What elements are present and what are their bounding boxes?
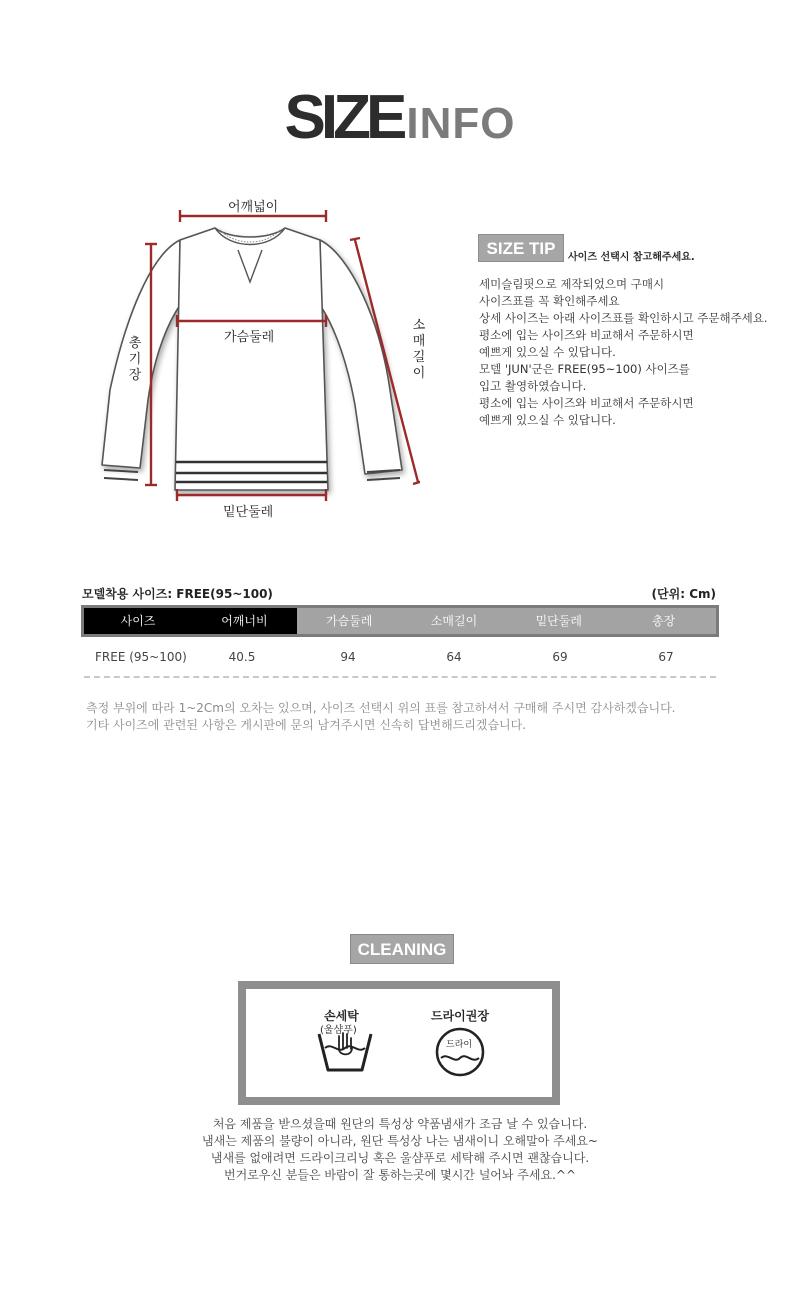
table-row <box>81 650 719 664</box>
tip-line: 사이즈표를 꼭 확인해주세요 <box>479 294 620 308</box>
cell-chest: 94 <box>340 650 356 664</box>
header-cell-sleeve: 소매길이 <box>430 614 478 628</box>
hand-wash-icon <box>316 1030 374 1076</box>
tip-line: 상세 사이즈는 아래 사이즈표를 확인하시고 주문해주세요. <box>479 311 768 325</box>
cell-length: 67 <box>658 650 674 664</box>
header-cell-shoulder: 어깨너비 <box>192 608 297 634</box>
size-table-header <box>81 605 719 637</box>
cleaning-box <box>238 981 560 1105</box>
header-cell-size: 사이즈 <box>84 608 192 634</box>
cleaning-note-line: 처음 제품을 받으셨을때 원단의 특성상 약품냄새가 조금 날 수 있습니다. <box>212 1117 588 1131</box>
right-sleeve <box>320 240 402 474</box>
tip-line: 입고 촬영하였습니다. <box>479 379 587 393</box>
dry-clean-label: 드라이권장 <box>431 1009 489 1023</box>
cell-shoulder: 40.5 <box>228 650 256 664</box>
label-shoulder: 어깨넓이 <box>228 200 279 215</box>
cell-sleeve: 64 <box>446 650 462 664</box>
size-tip-badge: SIZE TIP <box>478 234 564 262</box>
title-info: INFO <box>406 99 516 148</box>
title-size: SIZE <box>284 83 403 152</box>
header-cell-hem: 밑단둘레 <box>535 614 582 628</box>
tip-line: 평소에 입는 사이즈와 비교해서 주문하시면 <box>479 328 694 342</box>
hand-wash-sub: (울샴푸) <box>320 1025 357 1036</box>
header-cell-chest: 가슴둘레 <box>326 614 373 628</box>
cleaning-note-line: 냄새를 없애려면 드라이크리닝 혹은 울샴푸로 세탁해 주시면 괜찮습니다. <box>210 1151 590 1165</box>
dry-clean-icon-text: 드라이 <box>446 1040 473 1050</box>
size-info-title <box>0 82 800 153</box>
note-line: 측정 부위에 따라 1~2Cm의 오차는 있으며, 사이즈 선택시 위의 표를 참고하셔서 구매해 주시면 감사하겠습니다. <box>86 701 676 715</box>
header-cell-length: 총장 <box>651 614 676 628</box>
cleaning-badge: CLEANING <box>350 934 454 964</box>
cell-hem: 69 <box>552 650 568 664</box>
dry-clean-icon <box>434 1026 486 1078</box>
cell-size: FREE (95~100) <box>95 650 187 664</box>
label-sleeve-length: 소매길이 <box>412 318 426 381</box>
label-chest: 가슴둘레 <box>224 330 275 345</box>
size-notes <box>86 700 675 734</box>
tip-line: 예쁘게 있으실 수 있답니다. <box>479 345 616 359</box>
label-total-length: 총기장 <box>128 336 142 383</box>
table-divider <box>84 676 716 678</box>
tip-line: 평소에 입는 사이즈와 비교해서 주문하시면 <box>479 396 694 410</box>
model-size-label: 모델착용 사이즈: FREE(95~100) <box>82 587 273 601</box>
unit-label: (단위: Cm) <box>651 587 716 601</box>
note-line: 기타 사이즈에 관련된 사항은 게시판에 문의 남겨주시면 신속히 답변해드리겠습니다. <box>86 718 527 732</box>
size-tip-caption: 사이즈 선택시 참고해주세요. <box>568 252 695 263</box>
size-tip-text <box>479 276 768 429</box>
tip-line: 모델 'JUN'군은 FREE(95~100) 사이즈를 <box>479 362 690 376</box>
label-hem: 밑단둘레 <box>223 505 274 520</box>
cleaning-note-line: 번거로우신 분들은 바람이 잘 통하는곳에 몇시간 널어놔 주세요.^^ <box>223 1168 577 1182</box>
hand-wash-label: 손세탁 <box>324 1009 359 1023</box>
cleaning-note-line: 냄새는 제품의 불량이 아니라, 원단 특성상 나는 냄새이니 오해말아 주세요~ <box>202 1134 598 1148</box>
tip-line: 세미슬림핏으로 제작되었으며 구매시 <box>479 277 665 291</box>
cleaning-notes <box>0 1116 800 1184</box>
tip-line: 예쁘게 있으실 수 있답니다. <box>479 413 616 427</box>
